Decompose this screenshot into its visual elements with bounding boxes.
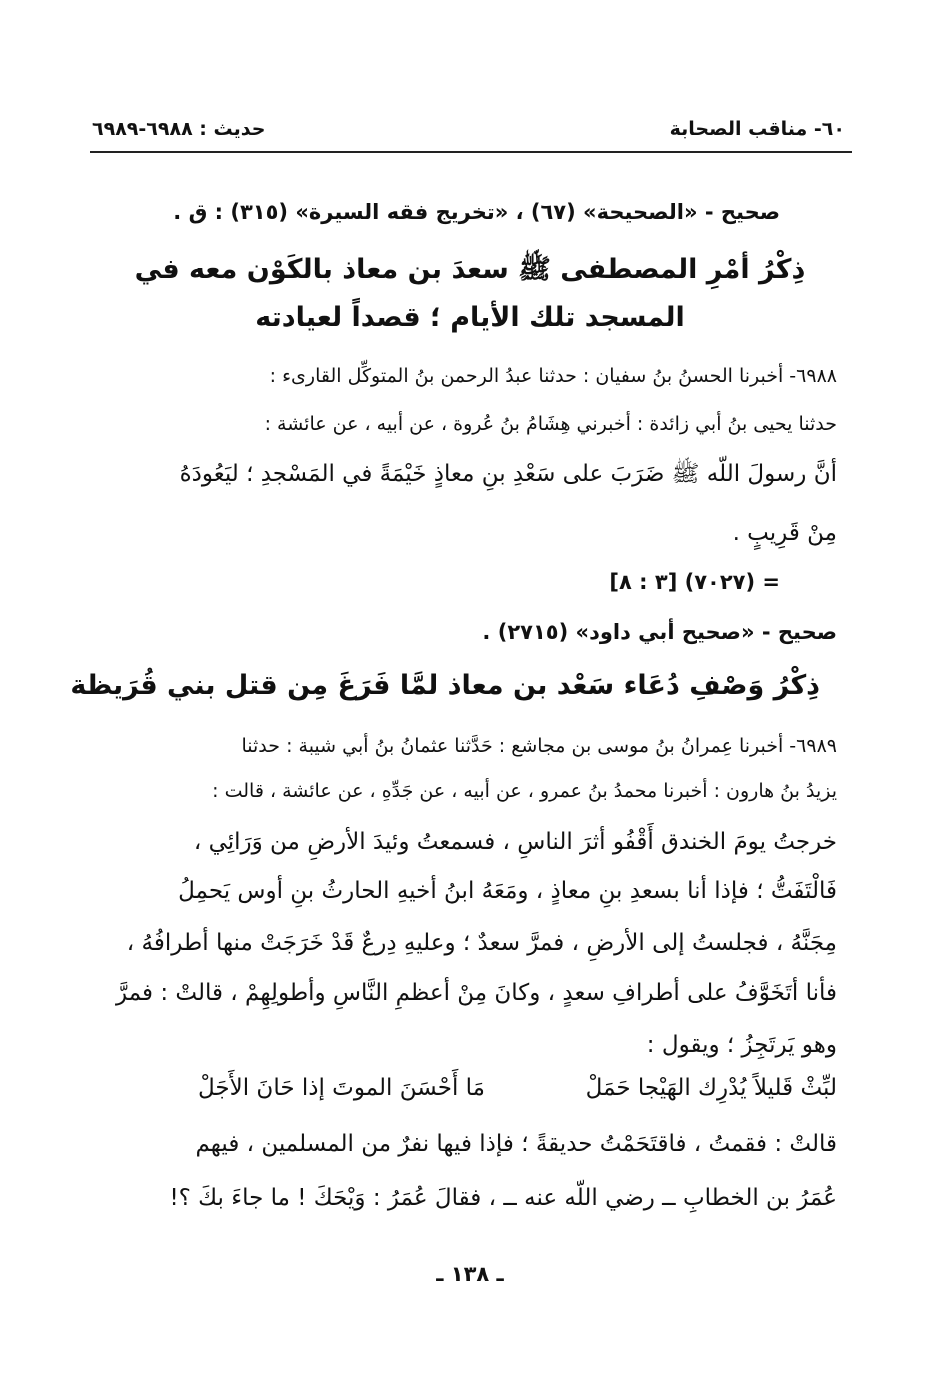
matn-6989-line-1: خرجتُ يومَ الخندق أَقْفُو أثرَ الناسِ ، فسمعتُ وئيدَ الأرضِ من وَرَائِي ، xyxy=(193,829,837,855)
isnad-6989-line-2: يزيدُ بنُ هارون : أخبرنا محمدُ بنُ عمرو ، عن أبيه ، عن جَدِّهِ ، عن عائشة ، قالت : xyxy=(212,780,837,802)
isnad-6989-line-1: ٦٩٨٩- أخبرنا عِمرانُ بنُ موسى بن مجاشع : حَدَّثنا عثمانُ بنُ أبي شيبة : حدثنا xyxy=(241,735,837,757)
chapter-heading-1a: ذِكْرُ أمْرِ المصطفى ﷺ سعدَ بن معاذ بالكَوْن معه في xyxy=(134,254,806,285)
matn-6989-line-4: فأنا أتَخَوَّفُ على أطرافِ سعدٍ ، وكانَ مِنْ أعظمِ النَّاسِ وأطولِهِمْ ، قالتْ : فمرَّ xyxy=(116,980,837,1006)
grading-note-1: صحيح - «الصحيحة» (٦٧) ، «تخريج فقه السيرة» (٣١٥) : ق . xyxy=(173,200,780,224)
matn-6989-line-2: فَالْتَفَتُّ ؛ فإذا أنا بسعدِ بنِ معاذٍ ، ومَعَهُ ابنُ أخيهِ الحارثُ بنِ أوس يَحمِلُ xyxy=(178,878,837,904)
matn-6989-line-5: وهو يَرتَجِزُ ؛ ويقول : xyxy=(646,1032,837,1058)
matn-6988-line-1: أنَّ رسولَ اللّه ﷺ ضَرَبَ على سَعْدِ بنِ معاذٍ خَيْمَةً في المَسْجدِ ؛ ليَعُودَهُ xyxy=(179,461,837,487)
running-header-hadith-range: حديث : ٦٩٨٨-٦٩٨٩ xyxy=(92,118,266,140)
isnad-6988-line-1: ٦٩٨٨- أخبرنا الحسنُ بنُ سفيان : حدثنا عبدُ الرحمن بنُ المتوكِّل القارىء : xyxy=(269,365,837,387)
isnad-6988-line-2: حدثنا يحيى بنُ أبي زائدة : أخبرني هِشَامُ بنُ عُروة ، عن أبيه ، عن عائشة : xyxy=(264,413,837,435)
matn-6989-line-7: عُمَرُ بن الخطابِ ــ رضي اللّه عنه ــ ، فقالَ عُمَرُ : وَيْحَكَ ! ما جاءَ بكَ ؟! xyxy=(169,1185,837,1211)
chapter-heading-2: ذِكْرُ وَصْفِ دُعَاء سَعْد بن معاذ لمَّا فَرَغَ مِن قتل بني قُرَيظة xyxy=(70,670,820,701)
grading-note-2: صحيح - «صحيح أبي داود» (٢٧١٥) . xyxy=(482,620,837,644)
chapter-heading-1b: المسجد تلك الأيام ؛ قصداً لعيادته xyxy=(255,302,685,333)
header-rule xyxy=(90,151,852,153)
poem-hemistich-2: مَا أَحْسَنَ الموتَ إذا حَانَ الأَجَلْ xyxy=(197,1075,485,1101)
page-number: ـ ١٣٨ ـ xyxy=(436,1262,504,1286)
cross-reference: = (٧٠٢٧) [٣ : ٨] xyxy=(609,570,780,594)
matn-6989-line-3: مِجَنَّهُ ، فجلستُ إلى الأرضِ ، فمرَّ سعدٌ ؛ وعليهِ دِرعٌ قَدْ خَرَجَتْ منها أطرافُهُ ، xyxy=(126,930,837,956)
running-header-chapter: ٦٠- مناقب الصحابة xyxy=(669,118,845,140)
poem-hemistich-1: لبِّثْ قَليلاً يُدْرِك الهَيْجا حَمَلْ xyxy=(585,1075,837,1101)
matn-6988-line-2: مِنْ قَرِيبٍ . xyxy=(732,520,837,546)
matn-6989-line-6: قالتْ : فقمتُ ، فاقتَحَمْتُ حديقةً ؛ فإذا فيها نفرٌ من المسلمين ، فيهم xyxy=(195,1131,837,1157)
